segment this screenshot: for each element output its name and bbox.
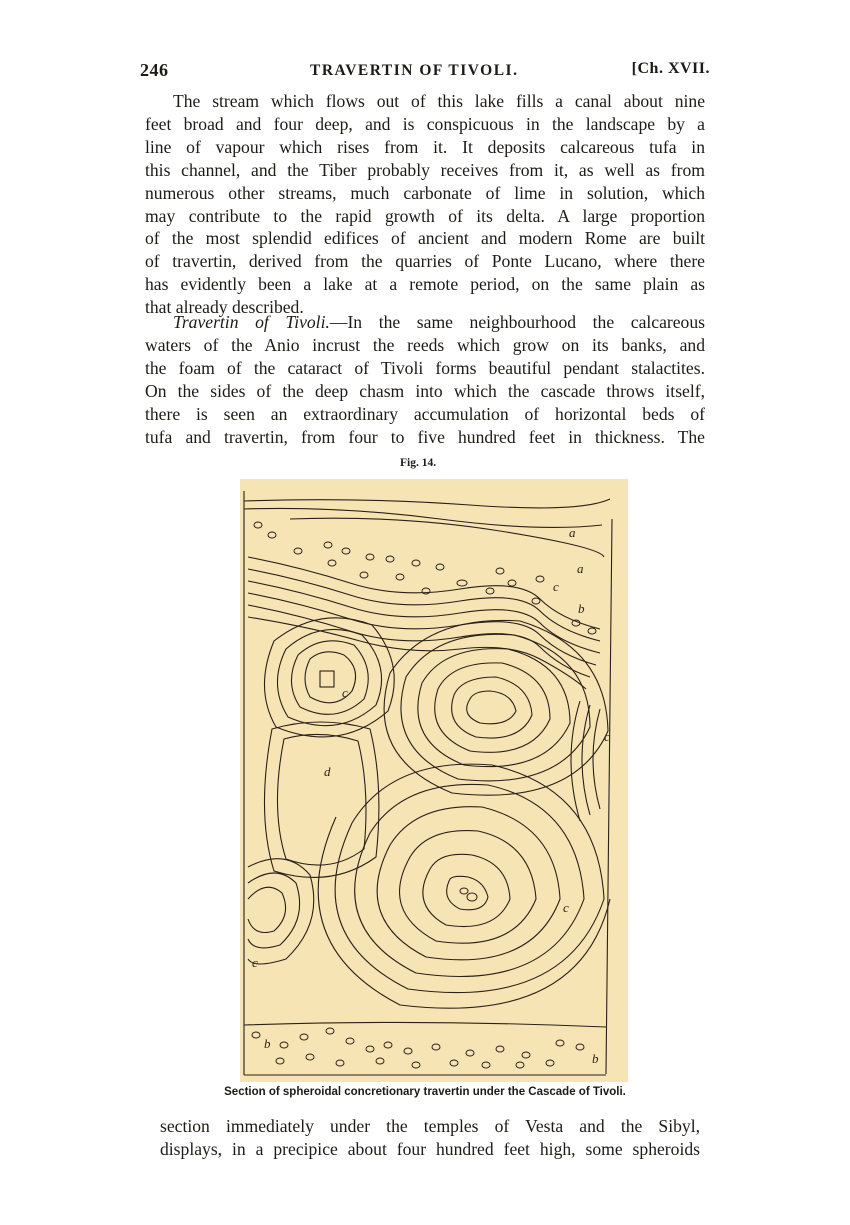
letter-label: c <box>252 955 258 970</box>
letter-label: b <box>578 601 585 616</box>
page-number: 246 <box>140 60 169 80</box>
figure-caption: Section of spheroidal concretionary travertin under the Cascade of Tivoli. <box>224 1086 626 1098</box>
text-line: waters of the Anio incrust the reeds which grow on its banks, and <box>145 334 705 355</box>
concretion-section-drawing <box>240 479 628 1082</box>
running-header <box>140 60 710 86</box>
paragraph-1 <box>145 90 705 319</box>
text-line: numerous other streams, much carbonate of lime in solution, which <box>145 182 705 203</box>
paragraph-3 <box>160 1115 700 1161</box>
text-line: section immediately under the temples of Vesta and the Sibyl, <box>160 1116 700 1136</box>
letter-label: c <box>563 900 569 915</box>
text-line: tufa and travertin, from four to five hundred feet in thickness. The <box>145 426 705 447</box>
text-line <box>145 311 705 334</box>
text-line: displays, in a precipice about four hundred feet high, some spheroids <box>160 1138 700 1159</box>
letter-label: d <box>324 764 331 779</box>
figure-illustration <box>240 479 628 1082</box>
text-line: The stream which flows out of this lake fills a canal about nine <box>173 91 705 111</box>
pebble-layer <box>252 522 596 1068</box>
text-line: line of vapour which rises from it. It deposits calcareous tufa in <box>145 136 705 157</box>
section-heading: Travertin of Tivoli. <box>173 312 330 332</box>
letter-label: b <box>264 1036 271 1051</box>
letter-label: a <box>577 561 584 576</box>
text-line-rest: —In the same neighbourhood the calcareous <box>329 312 705 332</box>
text-line: of the most splendid edifices of ancient and modern Rome are built <box>145 228 705 249</box>
text-line: On the sides of the deep chasm into which the cascade throws itself, <box>145 380 705 401</box>
running-title: TRAVERTIN OF TIVOLI. <box>310 62 519 79</box>
text-line: the foam of the cataract of Tivoli forms beautiful pendant stalactites. <box>145 357 705 378</box>
letter-label: b <box>592 1051 599 1066</box>
letter-label: c <box>342 685 348 700</box>
paragraph-2 <box>145 311 705 448</box>
text-line: has evidently been a lake at a remote period, on the same plain as <box>145 274 705 295</box>
text-line: that already described. <box>145 297 304 318</box>
text-line: may contribute to the rapid growth of its delta. A large proportion <box>145 205 705 226</box>
letter-label: c <box>553 579 559 594</box>
letter-label: a <box>569 525 576 540</box>
text-line: of travertin, derived from the quarries of Ponte Lucano, where there <box>145 251 705 272</box>
text-line: feet broad and four deep, and is conspicuous in the landscape by a <box>145 113 705 134</box>
figure-label: Fig. 14. <box>400 457 437 469</box>
chapter-label: [Ch. XVII. <box>631 60 710 77</box>
text-line: this channel, and the Tiber probably receives from it, as well as from <box>145 159 705 180</box>
text-line: there is seen an extraordinary accumulation of horizontal beds of <box>145 403 705 424</box>
letter-label: c <box>604 729 610 744</box>
